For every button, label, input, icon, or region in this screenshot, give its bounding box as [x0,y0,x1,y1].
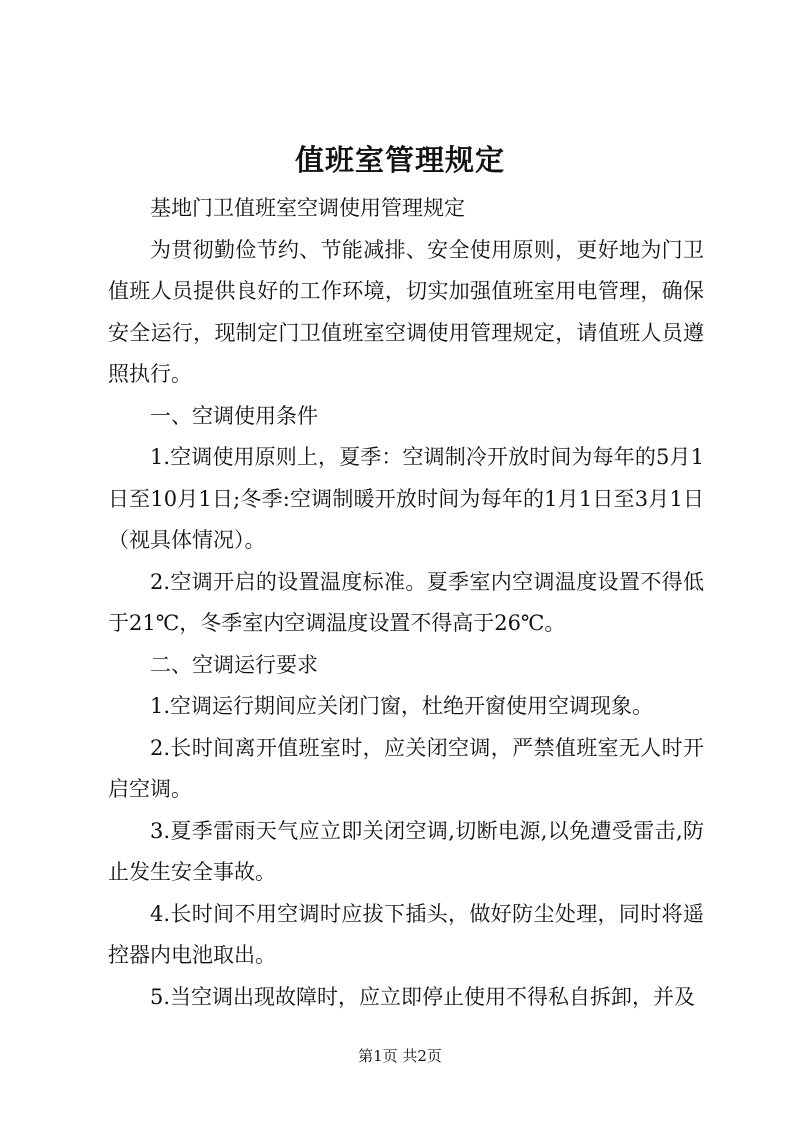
section-heading-2: 二、空调运行要求 [150,652,318,677]
rule-paragraph: 4.长时间不用空调时应拔下插头，做好防尘处理，同时将遥控器内电池取出。 [108,901,704,967]
page-footer: 第1页 共2页 [358,1047,442,1065]
rule-paragraph: 5.当空调出现故障时，应立即停止使用不得私自拆卸，并及 [150,984,696,1009]
rule-paragraph: 2.长时间离开值班室时，应关闭空调，严禁值班室无人时开启空调。 [108,735,704,801]
intro-paragraph: 为贯彻勤俭节约、节能减排、安全使用原则，更好地为门卫值班人员提供良好的工作环境，切实加强值班室用电管理，确保安全运行，现制定门卫值班室空调使用管理规定，请值班人员遵照执行。 [108,237,704,386]
document-title: 值班室管理规定 [294,143,505,177]
subtitle-paragraph: 基地门卫值班室空调使用管理规定 [150,196,465,220]
rule-paragraph: 1.空调运行期间应关闭门窗，杜绝开窗使用空调现象。 [150,694,654,718]
rule-paragraph: 3.夏季雷雨天气应立即关闭空调,切断电源,以免遭受雷击,防止发生安全事故。 [108,818,704,884]
rule-paragraph: 2.空调开启的设置温度标准。夏季室内空调温度设置不得低于21℃，冬季室内空调温度设置不得高于26℃。 [108,569,704,635]
rule-paragraph: 1.空调使用原则上，夏季：空调制冷开放时间为每年的5月1日至10月1日;冬季:空调制暖开放时间为每年的1月1日至3月1日（视具体情况）。 [108,445,704,552]
section-heading-1: 一、空调使用条件 [150,403,318,428]
document-body [108,188,704,1018]
